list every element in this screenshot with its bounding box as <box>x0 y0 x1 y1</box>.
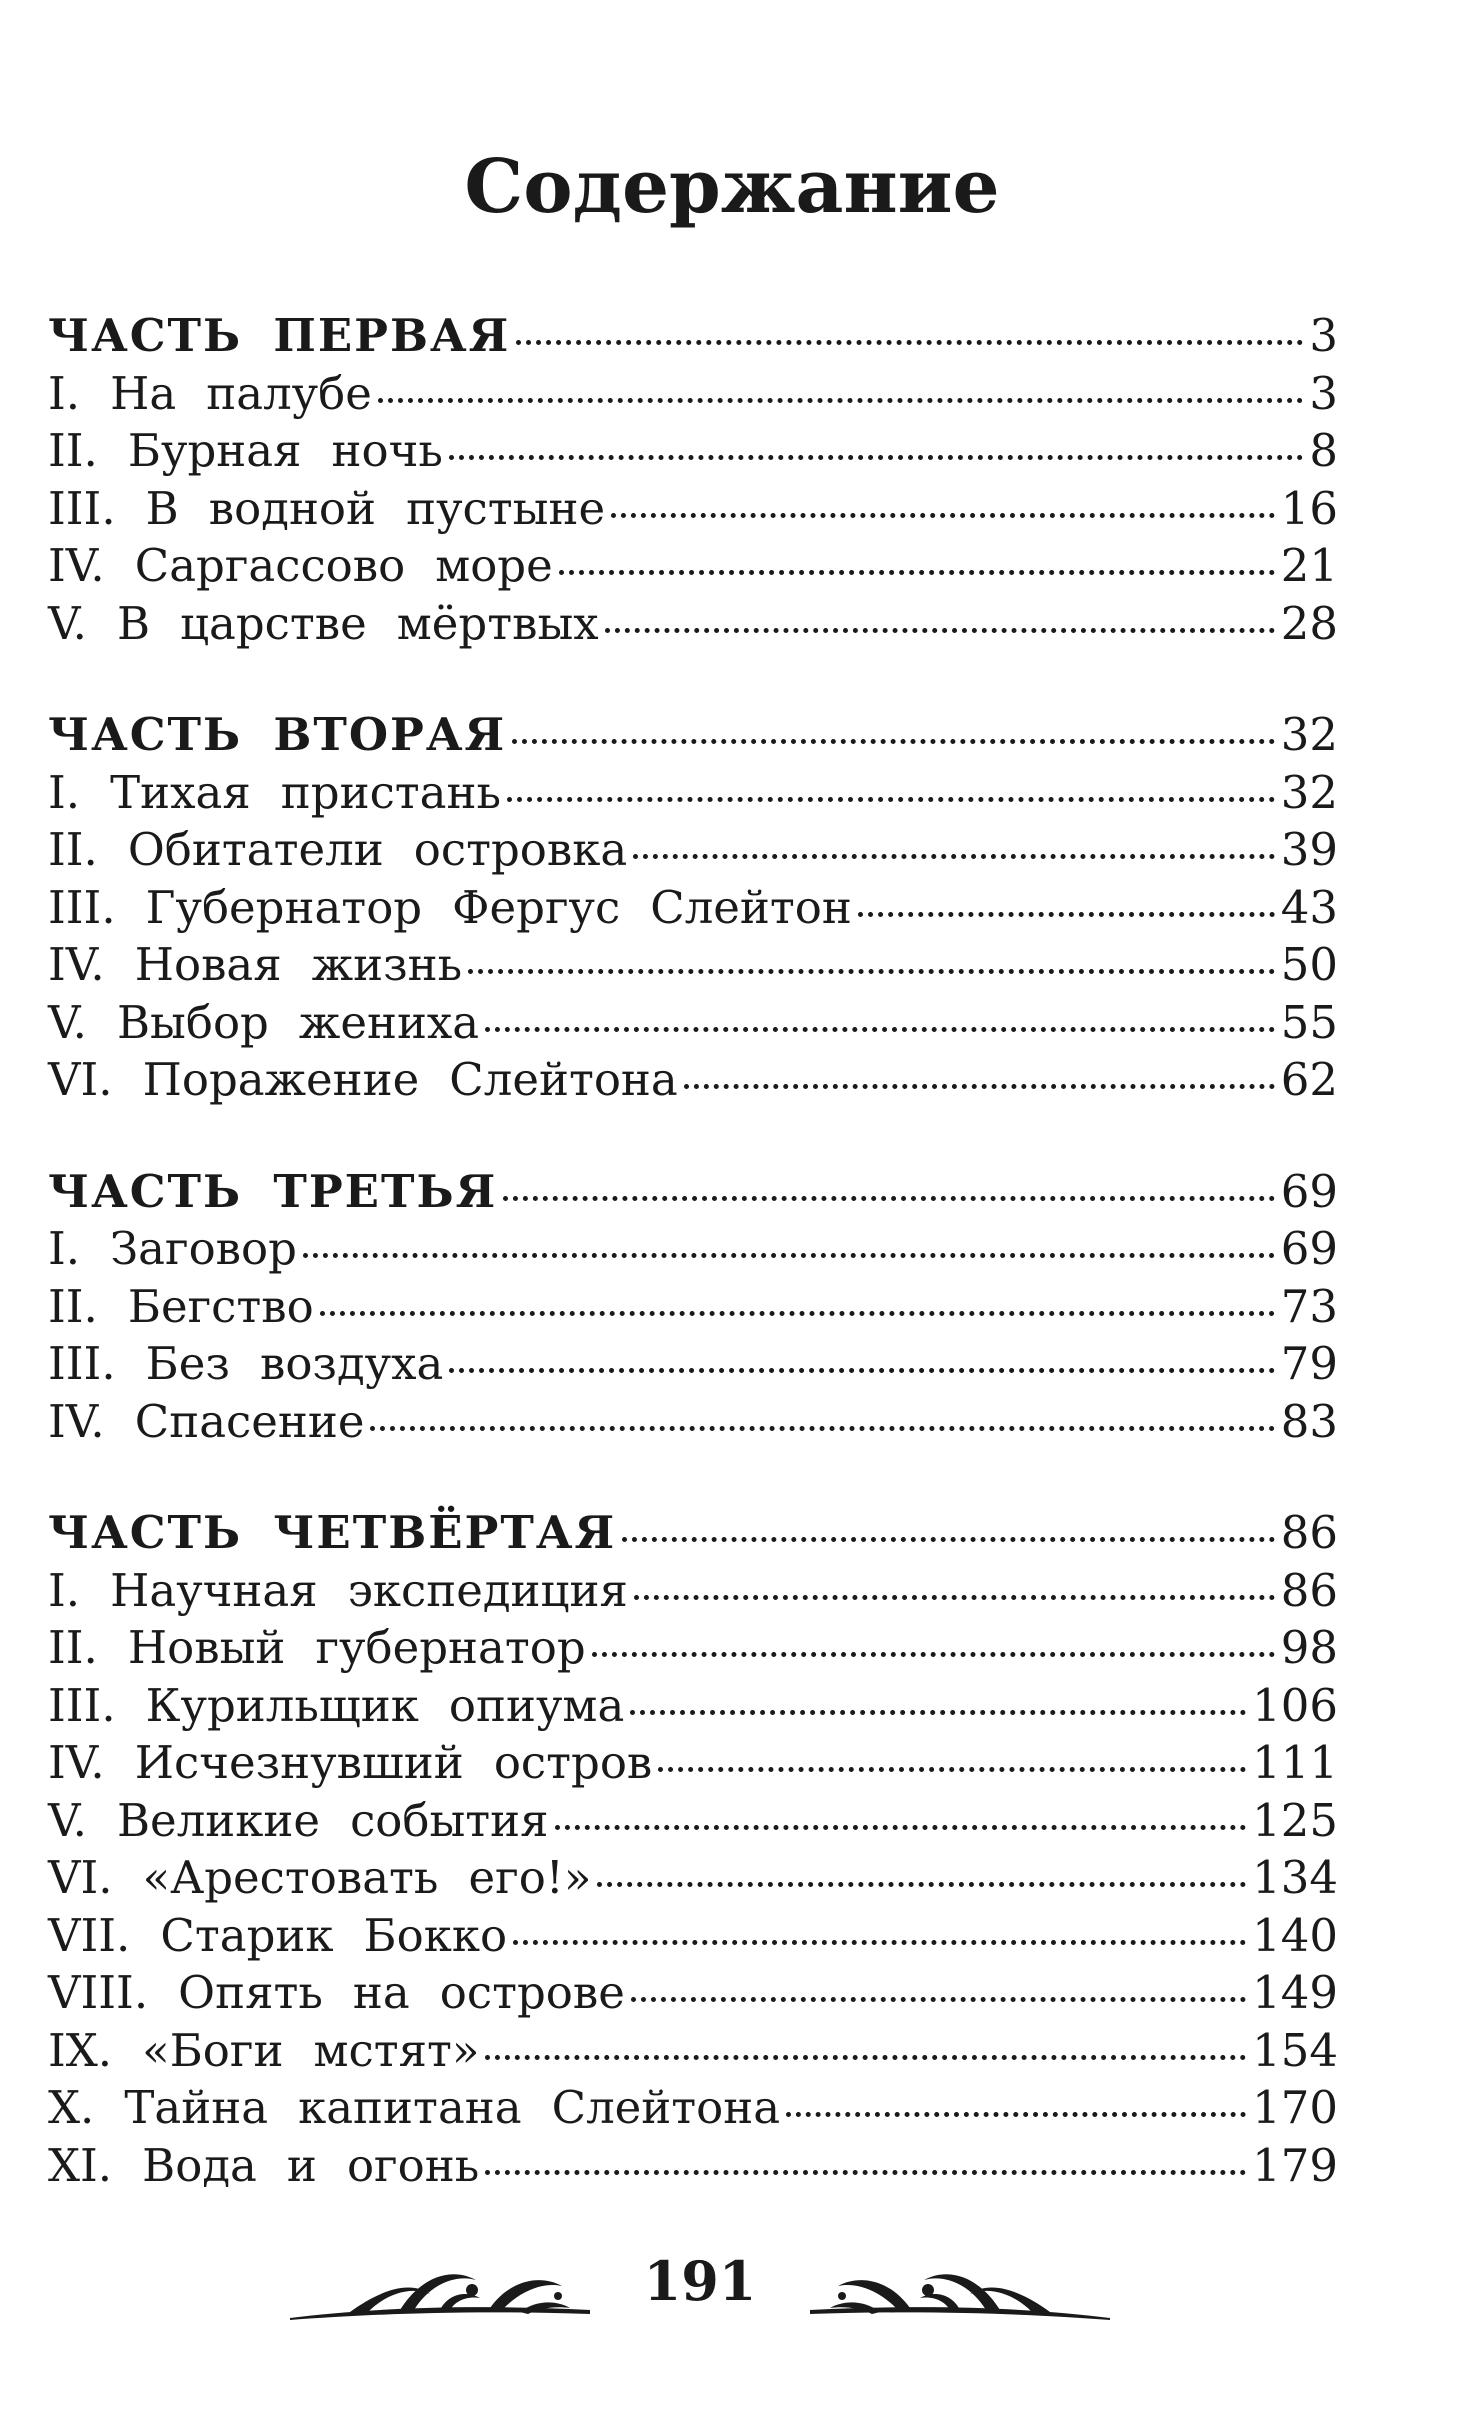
chapter-entry <box>48 1393 1338 1451</box>
toc-part <box>48 307 1338 652</box>
chapter-entry <box>48 879 1338 937</box>
part-heading <box>48 706 1338 764</box>
chapter-title: VI. «Арестовать его!» <box>48 1851 592 1904</box>
part-title: ЧАСТЬ ТРЕТЬЯ <box>48 1164 498 1218</box>
part-title: ЧАСТЬ ЧЕТВЁРТАЯ <box>48 1506 617 1559</box>
chapter-entry <box>48 1677 1338 1735</box>
page-ref: 39 <box>1280 823 1338 876</box>
chapter-title: III. Без воздуха <box>48 1337 444 1390</box>
dot-leader <box>320 1311 1275 1316</box>
page-ref: 86 <box>1280 1563 1338 1617</box>
dot-leader <box>378 398 1303 403</box>
chapter-title: I. Заговор <box>48 1222 297 1275</box>
toc-part <box>48 1504 1338 2194</box>
chapter-title: VIII. Опять на острове <box>48 1966 625 2019</box>
dot-leader <box>631 1997 1246 2002</box>
chapter-title: V. В царстве мёртвых <box>48 596 599 650</box>
chapter-entry <box>48 1562 1338 1620</box>
chapter-entry <box>48 1907 1338 1965</box>
dot-leader <box>611 513 1275 518</box>
page-ref: 134 <box>1252 1851 1338 1904</box>
chapter-title: VII. Старик Бокко <box>48 1908 508 1962</box>
chapter-entry <box>48 537 1338 595</box>
chapter-title: I. Тихая пристань <box>48 765 502 819</box>
dot-leader <box>503 1196 1274 1201</box>
page-ref: 79 <box>1280 1337 1338 1390</box>
dot-leader <box>485 2170 1246 2175</box>
dot-leader <box>512 739 1275 744</box>
dot-leader <box>485 1027 1275 1032</box>
page-ref: 125 <box>1252 1793 1338 1847</box>
page-ref: 73 <box>1280 1279 1338 1333</box>
page-ref: 16 <box>1280 481 1338 535</box>
chapter-entry <box>48 595 1338 653</box>
dot-leader <box>370 1426 1274 1431</box>
chapter-title: IV. Спасение <box>48 1394 365 1448</box>
chapter-title: X. Тайна капитана Слейтона <box>48 2081 781 2134</box>
dot-leader <box>559 570 1275 575</box>
dot-leader <box>858 912 1275 917</box>
chapter-title: II. Новый губернатор <box>48 1621 586 1674</box>
dot-leader <box>786 2112 1246 2117</box>
chapter-entry <box>48 1220 1338 1278</box>
page-ref: 106 <box>1252 1678 1338 1732</box>
chapter-title: I. Научная экспедиция <box>48 1563 628 1617</box>
chapter-entry <box>48 1051 1338 1109</box>
dot-leader <box>555 1825 1247 1830</box>
chapter-entry <box>48 480 1338 538</box>
part-title: ЧАСТЬ ВТОРАЯ <box>48 708 507 761</box>
chapter-title: III. Курильщик опиума <box>48 1678 625 1732</box>
dot-leader <box>634 1595 1275 1600</box>
chapter-title: II. Бегство <box>48 1279 314 1333</box>
dot-leader <box>449 1368 1274 1373</box>
page-ref: 50 <box>1280 938 1338 991</box>
page-ref: 111 <box>1252 1736 1338 1789</box>
dot-leader <box>303 1253 1275 1258</box>
page-ref: 149 <box>1252 1966 1338 2019</box>
chapter-entry <box>48 1278 1338 1336</box>
dot-leader <box>597 1882 1246 1887</box>
dot-leader <box>507 797 1275 802</box>
page-footer <box>290 2250 1110 2330</box>
page-ref: 3 <box>1309 366 1338 420</box>
chapter-entry <box>48 1734 1338 1792</box>
part-heading <box>48 1163 1338 1221</box>
part-heading <box>48 1504 1338 1562</box>
chapter-entry <box>48 422 1338 480</box>
dot-leader <box>449 455 1303 460</box>
page-number: 191 <box>643 2249 757 2313</box>
page-ref: 69 <box>1280 1164 1338 1218</box>
page-ref: 32 <box>1280 708 1338 761</box>
page-ref: 8 <box>1309 424 1338 477</box>
part-heading <box>48 307 1338 365</box>
chapter-title: III. В водной пустыне <box>48 481 606 535</box>
dot-leader <box>684 1084 1275 1089</box>
chapter-title: IV. Новая жизнь <box>48 938 463 991</box>
page-ref: 21 <box>1280 539 1338 592</box>
page-ref: 98 <box>1280 1621 1338 1674</box>
dot-leader <box>592 1652 1275 1657</box>
chapter-entry <box>48 764 1338 822</box>
page-ref: 3 <box>1309 309 1338 362</box>
dot-leader <box>633 854 1275 859</box>
page-ref: 86 <box>1280 1506 1338 1559</box>
chapter-title: IV. Саргассово море <box>48 539 553 592</box>
chapter-title: II. Обитатели островка <box>48 823 628 876</box>
dot-leader <box>622 1537 1275 1542</box>
chapter-entry <box>48 936 1338 994</box>
chapter-entry <box>48 994 1338 1052</box>
toc-part <box>48 1163 1338 1451</box>
chapter-entry <box>48 821 1338 879</box>
chapter-title: XI. Вода и огонь <box>48 2138 480 2192</box>
dot-leader <box>513 1940 1246 1945</box>
page-title: Содержание <box>464 144 1000 230</box>
page-ref: 179 <box>1252 2138 1338 2192</box>
dot-leader <box>658 1767 1246 1772</box>
page-ref: 28 <box>1280 596 1338 650</box>
dot-leader <box>468 969 1275 974</box>
page-ref: 69 <box>1280 1222 1338 1275</box>
chapter-title: V. Великие события <box>48 1793 549 1847</box>
chapter-title: I. На палубе <box>48 366 372 420</box>
chapter-entry <box>48 1619 1338 1677</box>
chapter-title: V. Выбор жениха <box>48 995 480 1049</box>
chapter-title: II. Бурная ночь <box>48 424 443 477</box>
page-ref: 170 <box>1252 2081 1338 2134</box>
part-title: ЧАСТЬ ПЕРВАЯ <box>48 309 511 362</box>
chapter-entry <box>48 2137 1338 2195</box>
chapter-title: IV. Исчезнувший остров <box>48 1736 653 1789</box>
table-of-contents <box>48 307 1338 2248</box>
dot-leader <box>605 628 1275 633</box>
page-ref: 140 <box>1252 1908 1338 1962</box>
page-ref: 43 <box>1280 880 1338 934</box>
chapter-title: VI. Поражение Слейтона <box>48 1053 678 1106</box>
dot-leader <box>485 2055 1246 2060</box>
chapter-entry <box>48 1964 1338 2022</box>
page-ref: 55 <box>1280 995 1338 1049</box>
chapter-entry <box>48 1335 1338 1393</box>
dot-leader <box>516 340 1303 345</box>
chapter-title: IX. «Боги мстят» <box>48 2023 480 2077</box>
chapter-entry <box>48 1792 1338 1850</box>
page-ref: 83 <box>1280 1394 1338 1448</box>
chapter-entry <box>48 365 1338 423</box>
chapter-entry <box>48 2022 1338 2080</box>
toc-part <box>48 706 1338 1109</box>
chapter-entry <box>48 2079 1338 2137</box>
dot-leader <box>630 1710 1246 1715</box>
page-ref: 154 <box>1252 2023 1338 2077</box>
chapter-entry <box>48 1849 1338 1907</box>
chapter-title: III. Губернатор Фергус Слейтон <box>48 880 852 934</box>
page-ref: 62 <box>1280 1053 1338 1106</box>
page-ref: 32 <box>1280 765 1338 819</box>
